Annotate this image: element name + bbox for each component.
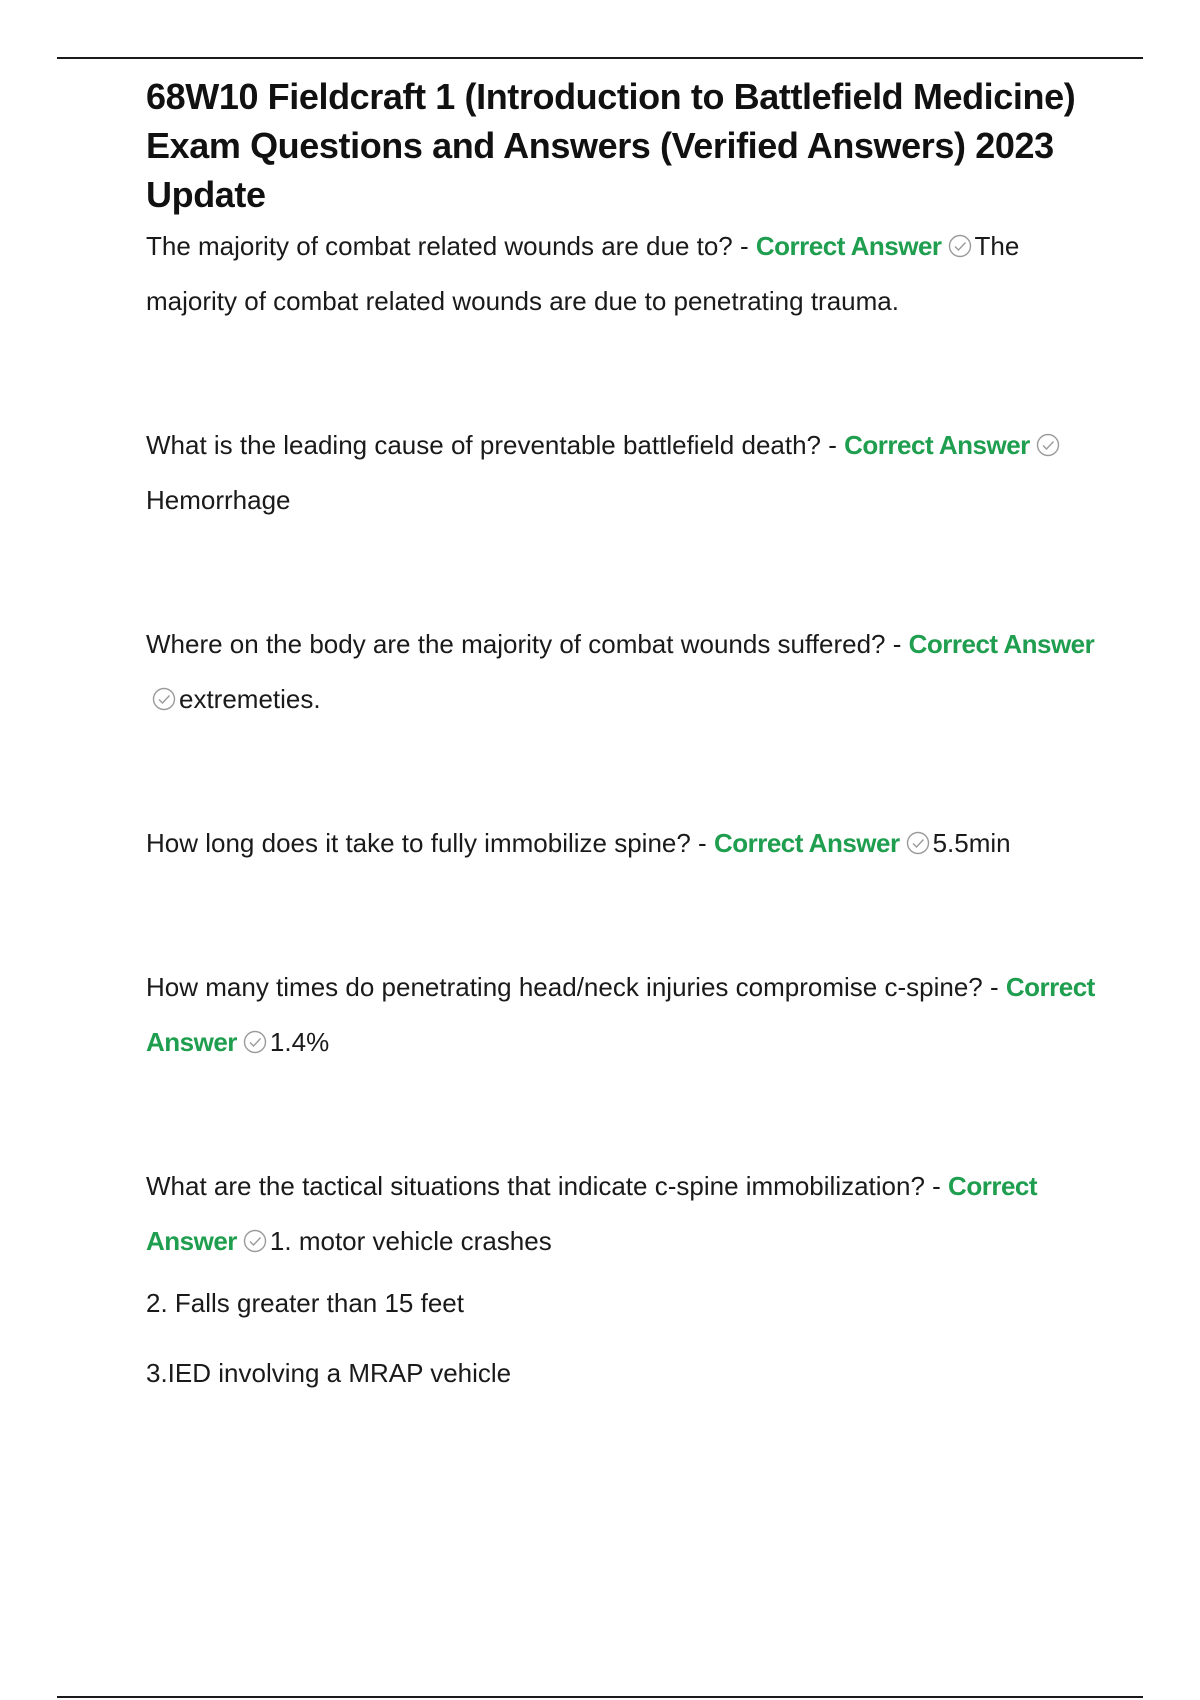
document-body [146, 72, 1096, 1391]
qa-item [146, 960, 1096, 1070]
answer-text: extremeties. [179, 684, 321, 714]
question-text: How many times do penetrating head/neck injuries compromise c-spine? - [146, 972, 1006, 1002]
qa-item [146, 617, 1096, 727]
correct-answer-label: Correct Answer [146, 972, 1095, 1057]
correct-answer-label: Correct Answer [844, 430, 1030, 460]
answer-text: 1.4% [269, 1027, 330, 1057]
top-rule [57, 57, 1143, 59]
correct-answer-label: Correct Answer [755, 231, 942, 261]
answer-text: Hemorrhage [146, 485, 291, 515]
answer-text: 5.5min [932, 828, 1011, 858]
answer-text: 1. motor vehicle crashes [269, 1226, 552, 1256]
qa-item [146, 219, 1096, 329]
check-circle-icon [906, 831, 930, 855]
check-circle-icon [243, 1030, 267, 1054]
document-title: 68W10 Fieldcraft 1 (Introduction to Battlefield Medicine) Exam Questions and Answers (Verified Answers) 2023 Update [146, 76, 1076, 215]
qa-item [146, 418, 1096, 528]
check-circle-icon [243, 1229, 267, 1253]
correct-answer-label: Correct Answer [908, 629, 1095, 659]
qa-item [146, 816, 1096, 871]
question-text: How long does it take to fully immobilize spine? - [146, 828, 714, 858]
question-text: What is the leading cause of preventable battlefield death? - [146, 430, 845, 460]
answer-continuation-line: 2. Falls greater than 15 feet [146, 1288, 464, 1318]
answer-text: The majority of combat related wounds are due to penetrating trauma. [146, 231, 1020, 316]
check-circle-icon [948, 234, 972, 258]
correct-answer-label: Correct Answer [146, 1171, 1038, 1256]
qa-item [146, 1159, 1096, 1269]
bottom-rule [57, 1696, 1143, 1698]
check-circle-icon [152, 687, 176, 711]
check-circle-icon [1036, 433, 1060, 457]
answer-continuation-line: 3.IED involving a MRAP vehicle [146, 1358, 512, 1388]
question-text: The majority of combat related wounds are due to? - [146, 231, 756, 261]
question-text: What are the tactical situations that indicate c-spine immobilization? - [146, 1171, 949, 1201]
question-text: Where on the body are the majority of combat wounds suffered? - [146, 629, 909, 659]
correct-answer-label: Correct Answer [713, 828, 900, 858]
